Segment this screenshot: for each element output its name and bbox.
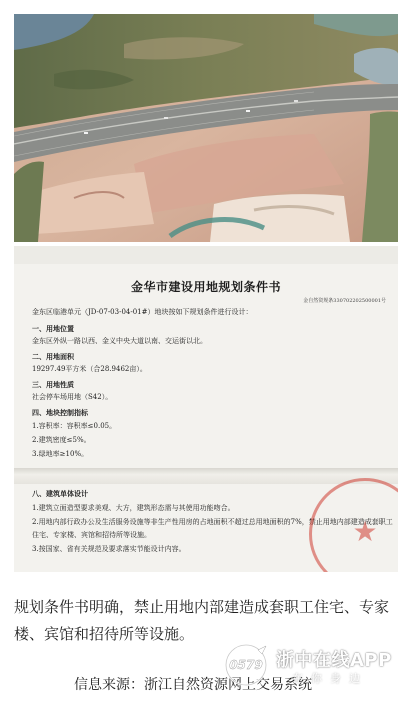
app-watermark — [222, 640, 416, 692]
section-text: 19297.49平方米（合28.9462亩）。 — [32, 365, 147, 373]
section-heading: 一、用地位置 — [32, 324, 74, 333]
paper-fold — [14, 468, 398, 484]
section-heading: 三、用地性质 — [32, 380, 74, 389]
section-heading: 四、地块控制指标 — [32, 408, 88, 417]
section-paragraph: 2.用地内部行政办公及生活服务设施等非生产性用房的占地面积不超过总用地面积的7%，禁止用地内部建造成套职工住宅、专家楼、宾馆和招待所等设施。 — [32, 518, 393, 539]
article-caption: 规划条件书明确，禁止用地内部建造成套职工住宅、专家楼、宾馆和招待所等设施。 — [14, 598, 390, 643]
section-text: 3.绿地率≥10%。 — [32, 450, 89, 458]
section-heading: 八、建筑单体设计 — [32, 489, 88, 498]
section-heading: 二、用地面积 — [32, 352, 74, 361]
aerial-site-image — [14, 14, 398, 242]
section-text: 1.容积率：容积率≤0.05。 — [32, 422, 117, 430]
section-text: 金东区外纵一路以西、金义中央大道以南、交运街以北。 — [32, 337, 207, 345]
section-text: 社会停车场用地（S42）。 — [32, 393, 113, 401]
section-paragraph: 1.建筑立面造型要求美观、大方，建筑形态需与其使用功能吻合。 — [32, 504, 235, 512]
app-logo-icon — [222, 642, 272, 688]
document-intro: 金东区临港单元（JD-07-03-04-01#）地块按如下规划条件进行设计： — [32, 308, 253, 316]
document-code: 金自然资规条330702202500001号 — [303, 298, 386, 304]
aerial-photo — [14, 14, 398, 242]
watermark-slogan: 在你身边 — [292, 672, 368, 685]
seal-star-icon: ★ — [352, 515, 378, 548]
section-paragraph: 3.按国家、省有关规范及要求落实节能设计内容。 — [32, 545, 186, 553]
watermark-badge: 0579 — [229, 658, 263, 672]
document-title: 金华市建设用地规划条件书 — [130, 280, 281, 294]
section-text: 2.建筑密度≤5%。 — [32, 436, 91, 444]
watermark-app-name: 浙中在线APP — [276, 650, 392, 671]
planning-document-photo — [14, 246, 398, 572]
article-source: 信息来源：浙江自然资源网上交易系统 — [74, 677, 312, 693]
